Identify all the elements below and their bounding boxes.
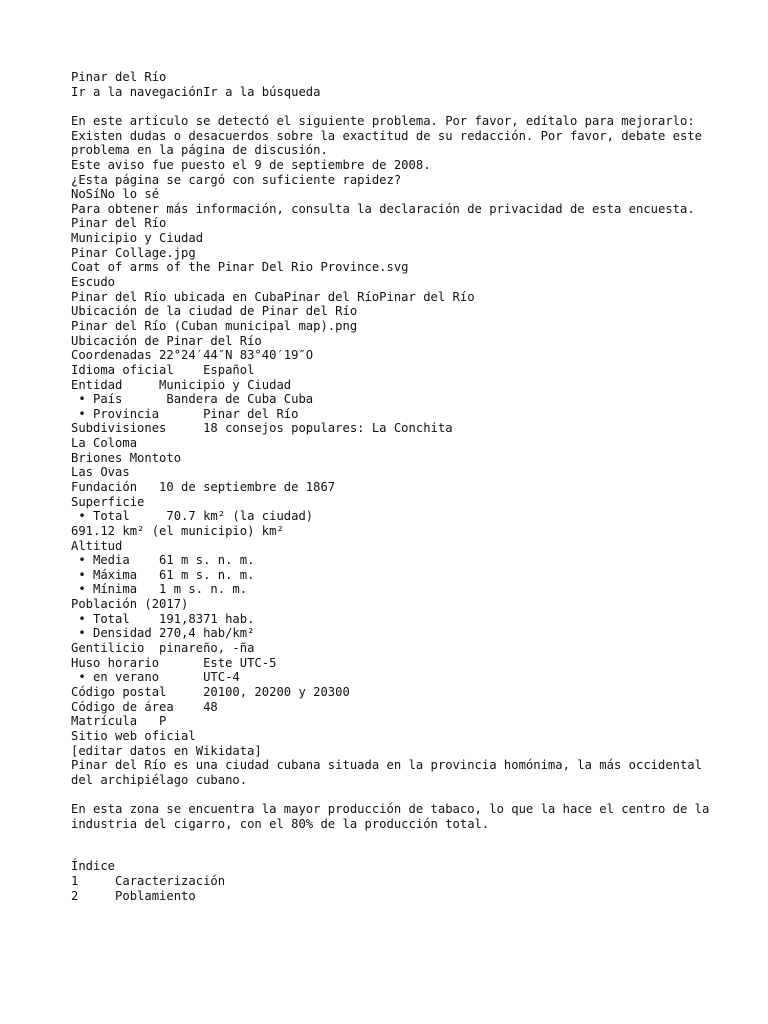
- survey-question: ¿Esta página se cargó con suficiente rapidez?: [71, 172, 402, 187]
- infobox-row: Población (2017): [71, 597, 189, 612]
- infobox-row: Briones Montoto: [71, 450, 182, 465]
- infobox-row: Código postal 20100, 20200 y 20300: [71, 684, 350, 699]
- infobox-row: Altitud: [71, 538, 123, 553]
- toc-item[interactable]: 1 Caracterización: [71, 874, 226, 889]
- infobox-row-website[interactable]: Sitio web oficial: [71, 728, 196, 743]
- page-title: Pinar del Río: [71, 70, 167, 84]
- infobox-row: Huso horario Este UTC-5: [71, 655, 277, 670]
- infobox-row: Subdivisiones 18 consejos populares: La Conchita: [71, 421, 453, 436]
- infobox-row: • Total 70.7 km² (la ciudad): [71, 509, 314, 524]
- infobox-row: 691.12 km² (el municipio) km²: [71, 523, 284, 538]
- infobox-row: • Máxima 61 m s. n. m.: [71, 567, 255, 582]
- municipal-map-caption: Ubicación de Pinar del Río: [71, 333, 262, 348]
- infobox-row: • Mínima 1 m s. n. m.: [71, 582, 248, 597]
- infobox-row: Código de área 48: [71, 699, 218, 714]
- infobox-row: • Media 61 m s. n. m.: [71, 553, 255, 568]
- infobox-row: • País Bandera de Cuba Cuba: [71, 392, 314, 407]
- coat-caption: Escudo: [71, 275, 116, 290]
- spacer: [71, 831, 711, 859]
- infobox-row: Superficie: [71, 494, 145, 509]
- spacer: [71, 787, 711, 802]
- toc-item[interactable]: 2 Poblamiento: [71, 888, 196, 903]
- location-map-caption: Ubicación de la ciudad de Pinar del Río: [71, 304, 358, 319]
- infobox-row: Idioma oficial Español: [71, 362, 255, 377]
- infobox-row: • en verano UTC-4: [71, 670, 240, 685]
- infobox-row: • Provincia Pinar del Río: [71, 406, 299, 421]
- notice-intro: En este artículo se detectó el siguiente problema. Por favor, edítalo para mejorarlo:: [71, 113, 695, 128]
- article-document: [71, 70, 717, 903]
- infobox-type: Municipio y Ciudad: [71, 231, 204, 246]
- infobox-rows: [71, 363, 711, 744]
- body-paragraph: En esta zona se encuentra la mayor producción de tabaco, lo que la hace el centro de la industria del cigarro, con el 80% de la producción total.: [71, 802, 717, 831]
- collage-image-link[interactable]: Pinar Collage.jpg: [71, 245, 196, 260]
- skip-links[interactable]: Ir a la navegaciónIr a la búsqueda: [71, 84, 321, 99]
- survey-privacy: Para obtener más información, consulta la declaración de privacidad de esta encuesta.: [71, 201, 695, 216]
- infobox-row: Gentilicio pinareño, -ña: [71, 641, 255, 656]
- body-paragraph: Pinar del Río es una ciudad cubana situada en la provincia homónima, la más occidental del archipiélago cubano.: [71, 758, 710, 787]
- infobox-row: Las Ovas: [71, 465, 130, 480]
- municipal-map-link[interactable]: Pinar del Río (Cuban municipal map).png: [71, 318, 358, 333]
- infobox-row: • Densidad 270,4 hab/km²: [71, 626, 255, 641]
- survey-options[interactable]: NoSíNo lo sé: [71, 187, 160, 202]
- infobox-row: • Total 191,8371 hab.: [71, 611, 255, 626]
- location-map-alt[interactable]: Pinar del Río ubicada en CubaPinar del RíoPinar del Río: [71, 289, 475, 304]
- infobox-name: Pinar del Río: [71, 216, 167, 231]
- coat-of-arms-link[interactable]: Coat of arms of the Pinar Del Rio Province.svg: [71, 260, 409, 275]
- spacer: [71, 99, 711, 114]
- edit-wikidata-link[interactable]: [editar datos en Wikidata]: [71, 743, 262, 758]
- infobox-row: Entidad Municipio y Ciudad: [71, 377, 292, 392]
- notice-problem: Existen dudas o desacuerdos sobre la exactitud de su redacción. Por favor, debate este problema en la página de discusión.: [71, 128, 710, 158]
- infobox-row: Matrícula P: [71, 714, 167, 729]
- notice-date: Este aviso fue puesto el 9 de septiembre de 2008.: [71, 157, 431, 172]
- infobox-row: Fundación 10 de septiembre de 1867: [71, 480, 336, 494]
- toc-heading: Índice: [71, 859, 116, 874]
- infobox-row: La Coloma: [71, 436, 138, 451]
- coordinates[interactable]: Coordenadas 22°24′44″N 83°40′19″O: [71, 348, 314, 363]
